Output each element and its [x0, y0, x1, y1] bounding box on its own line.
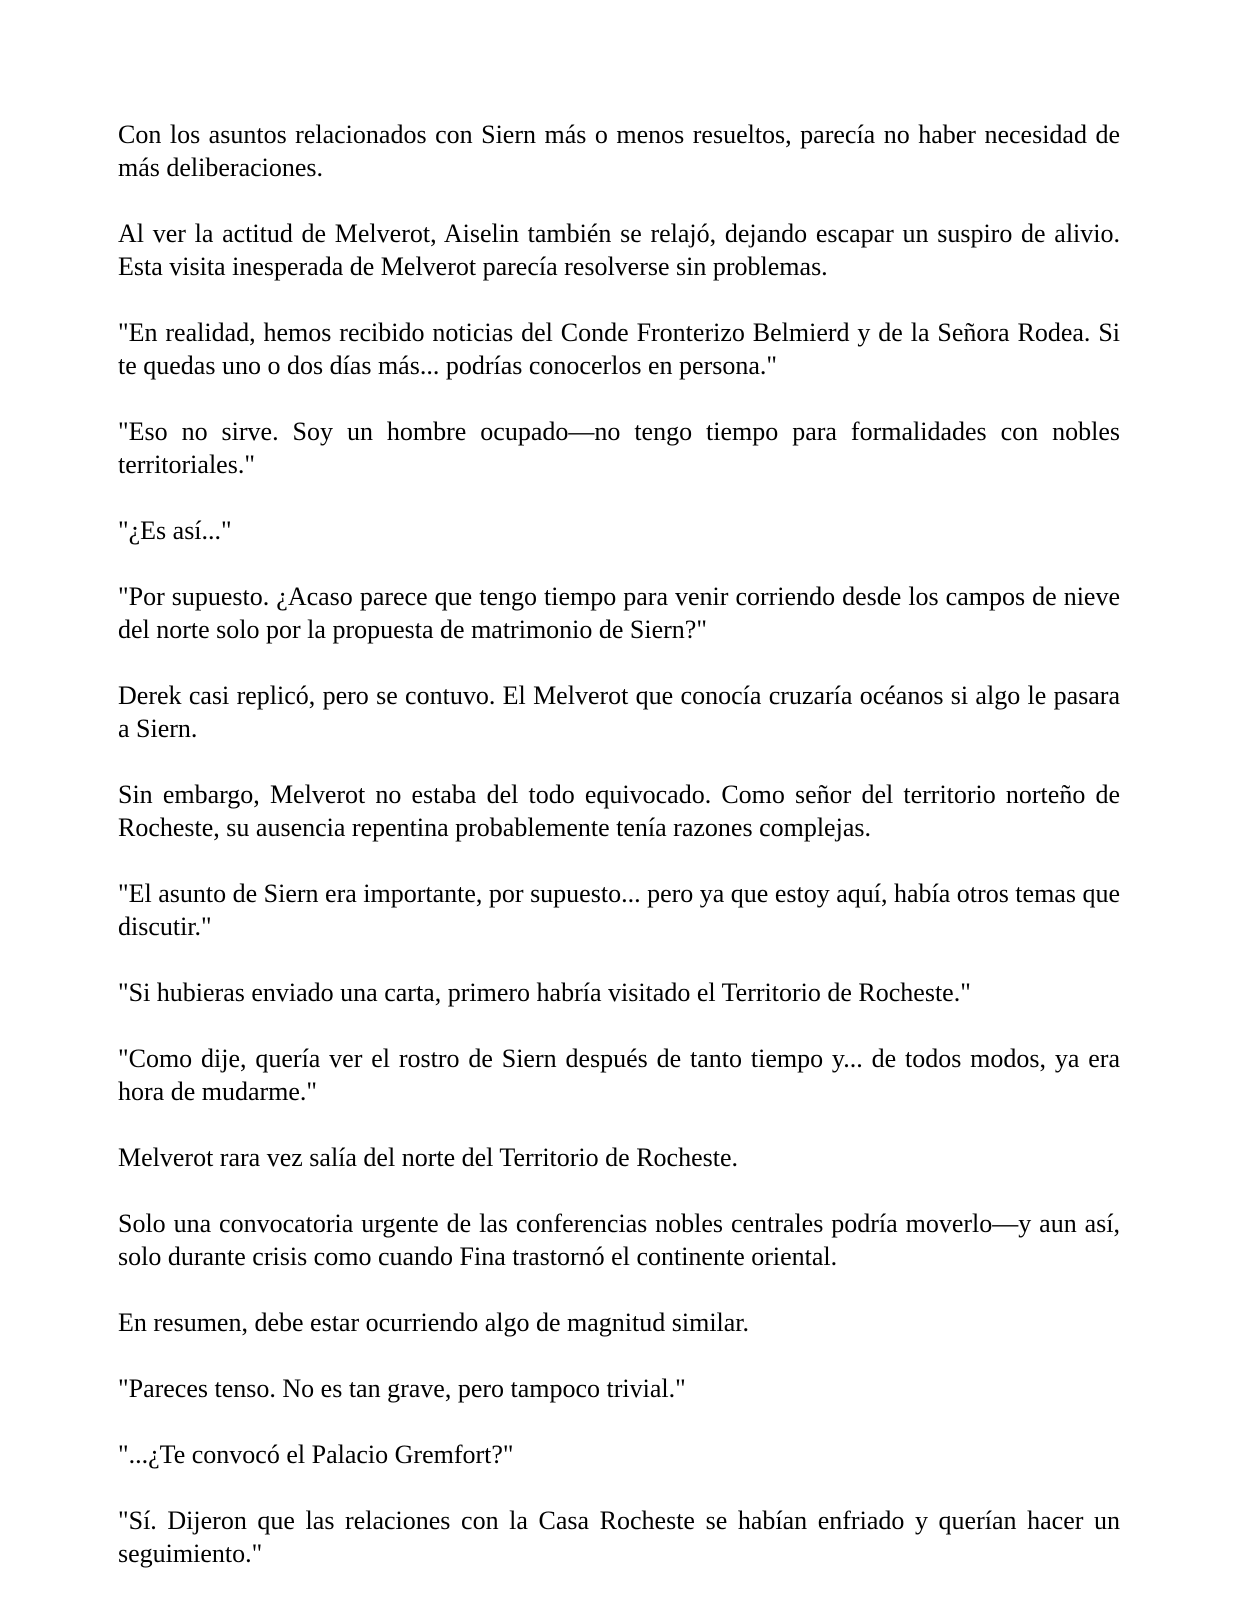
paragraph-2: Al ver la actitud de Melverot, Aiselin también se relajó, dejando escapar un suspiro de alivio. Esta visita inesperada de Melverot parecía resolverse sin problemas. — [118, 219, 1120, 281]
paragraph-5: "¿Es así..." — [118, 516, 232, 545]
paragraph-9: "El asunto de Siern era importante, por supuesto... pero ya que estoy aquí, había otros temas que discutir." — [118, 879, 1120, 941]
paragraph-8: Sin embargo, Melverot no estaba del todo equivocado. Como señor del territorio norteño de Rocheste, su ausencia repentina probablemente tenía razones complejas. — [118, 780, 1120, 842]
paragraph-17: "Sí. Dijeron que las relaciones con la Casa Rocheste se habían enfriado y querían hacer un seguimiento." — [118, 1506, 1120, 1568]
paragraph-1: Con los asuntos relacionados con Siern más o menos resueltos, parecía no haber necesidad de más deliberaciones. — [118, 120, 1120, 182]
paragraph-13: Solo una convocatoria urgente de las conferencias nobles centrales podría moverlo—y aun así, solo durante crisis como cuando Fina trastornó el continente oriental. — [118, 1209, 1120, 1271]
paragraph-7: Derek casi replicó, pero se contuvo. El Melverot que conocía cruzaría océanos si algo le pasara a Siern. — [118, 681, 1120, 743]
paragraph-12: Melverot rara vez salía del norte del Territorio de Rocheste. — [118, 1143, 739, 1172]
paragraph-16: "...¿Te convocó el Palacio Gremfort?" — [118, 1440, 514, 1469]
paragraph-14: En resumen, debe estar ocurriendo algo de magnitud similar. — [118, 1308, 750, 1337]
document-body — [118, 118, 1120, 1603]
paragraph-15: "Pareces tenso. No es tan grave, pero tampoco trivial." — [118, 1374, 686, 1403]
paragraph-6: "Por supuesto. ¿Acaso parece que tengo tiempo para venir corriendo desde los campos de nieve del norte solo por la propuesta de matrimonio de Siern?" — [118, 582, 1120, 644]
paragraph-10: "Si hubieras enviado una carta, primero habría visitado el Territorio de Rocheste." — [118, 978, 971, 1007]
paragraph-4: "Eso no sirve. Soy un hombre ocupado—no tengo tiempo para formalidades con nobles territoriales." — [118, 417, 1120, 479]
paragraph-11: "Como dije, quería ver el rostro de Siern después de tanto tiempo y... de todos modos, ya era hora de mudarme." — [118, 1044, 1120, 1106]
paragraph-3: "En realidad, hemos recibido noticias del Conde Fronterizo Belmierd y de la Señora Rodea. Si te quedas uno o dos días más... podrías conocerlos en persona." — [118, 318, 1120, 380]
